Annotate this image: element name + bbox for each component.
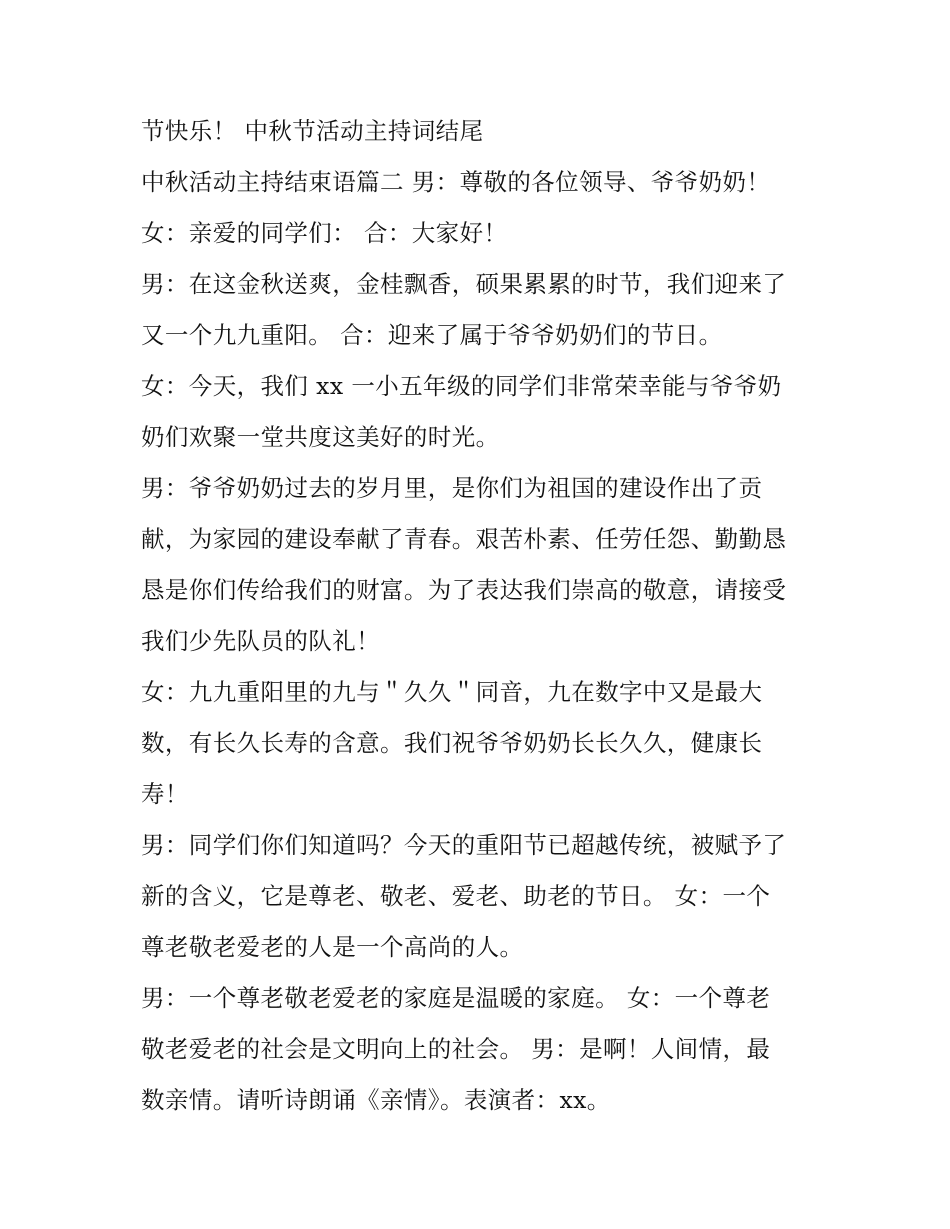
text-line: 中秋活动主持结束语篇二 男：尊敬的各位领导、爷爷奶奶！ [141, 168, 771, 196]
text-line: 节快乐！ 中秋节活动主持词结尾 [141, 117, 484, 145]
text-line: 男：爷爷奶奶过去的岁月里，是你们为祖国的建设作出了贡 [141, 474, 763, 502]
text-line: 寿！ [141, 780, 189, 808]
text-line: 奶们欢聚一堂共度这美好的时光。 [141, 423, 500, 451]
text-line: 恳是你们传给我们的财富。为了表达我们崇高的敬意，请接受 [141, 576, 787, 604]
text-line: 数亲情。请听诗朗诵《亲情》。表演者：xx。 [141, 1086, 611, 1114]
text-line: 女：今天，我们 xx 一小五年级的同学们非常荣幸能与爷爷奶 [141, 372, 782, 400]
text-line: 尊老敬老爱老的人是一个高尚的人。 [141, 933, 524, 961]
text-line: 我们少先队员的队礼！ [141, 627, 380, 655]
text-line: 敬老爱老的社会是文明向上的社会。 男：是啊！人间情，最 [141, 1035, 771, 1063]
text-line: 男：在这金秋送爽，金桂飘香，硕果累累的时节，我们迎来了 [141, 270, 787, 298]
text-line: 又一个九九重阳。 合：迎来了属于爷爷奶奶们的节日。 [141, 321, 723, 349]
text-line: 男：一个尊老敬老爱老的家庭是温暖的家庭。 女：一个尊老 [141, 984, 771, 1012]
text-line: 数，有长久长寿的含意。我们祝爷爷奶奶长长久久，健康长 [141, 729, 763, 757]
text-line: 新的含义，它是尊老、敬老、爱老、助老的节日。 女：一个 [141, 882, 771, 910]
text-line: 男：同学们你们知道吗？今天的重阳节已超越传统，被赋予了 [141, 831, 787, 859]
document-body [141, 106, 821, 1126]
text-line: 献，为家园的建设奉献了青春。艰苦朴素、任劳任怨、勤勤恳 [141, 525, 787, 553]
text-line: 女：九九重阳里的九与＂久久＂同音，九在数字中又是最大 [141, 678, 763, 706]
text-line: 女：亲爱的同学们： 合：大家好！ [141, 219, 508, 247]
